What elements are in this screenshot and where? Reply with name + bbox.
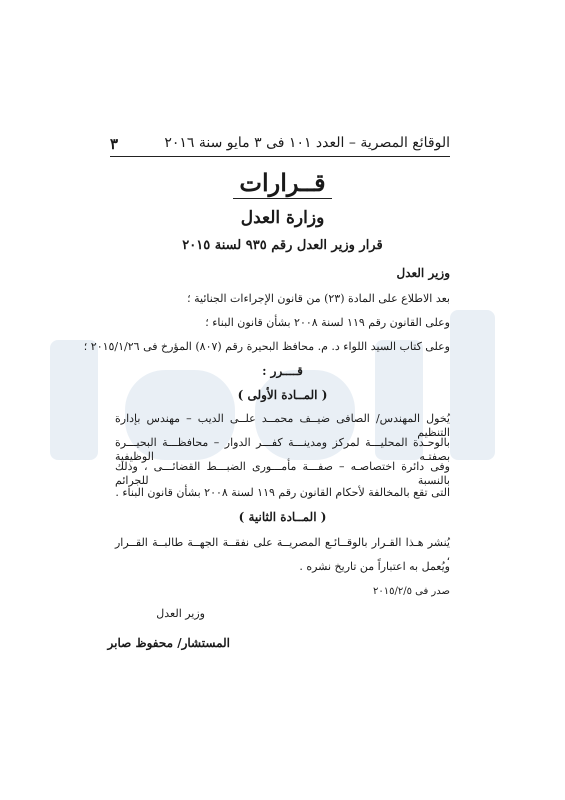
preamble-line: وعلى القانون رقم ١١٩ لسنة ٢٠٠٨ بشأن قانون البناء ؛	[205, 316, 450, 329]
article1-line: وفى دائرة اختصاصـه – صفـــة مأمـــورى الضبـــط القضائـــى ، وذلك بالنسبة للجرائم	[115, 460, 450, 487]
issued-date: صدر فى ٢٠١٥/٢/٥	[372, 586, 450, 597]
article1-line: بالوحـدة المحليـــة لمركز ومدينـــة كفـــر الدوار – محافظـــة البحيـــرة بصفتـه الوظيفية	[115, 436, 450, 463]
preamble-line: بعد الاطلاع على المادة (٢٣) من قانون الإجراءات الجنائية ؛	[187, 292, 450, 305]
article2-line: ويُعمل به اعتباراً من تاريخ نشره .	[299, 560, 450, 573]
header-text: الوقائع المصرية – العدد ١٠١ فى ٣ مايو سنة ٢٠١٦	[164, 135, 450, 151]
signer-role: وزير العدل	[156, 607, 205, 620]
decree-title: قرار وزير العدل رقم ٩٣٥ لسنة ٢٠١٥	[182, 238, 383, 253]
watermark-url	[154, 607, 427, 752]
decides-heading: قــــرر :	[262, 364, 303, 378]
page-number: ٣	[110, 135, 119, 153]
article1-line: التى تقع بالمخالفة لأحكام القانون رقم ١١٩ لسنة ٢٠٠٨ بشأن قانون البناء .	[115, 486, 450, 499]
article1-line: يُخول المهندس/ الصافى ضيــف محمــد علــى الديب – مهندس بإدارة التنظيم	[115, 412, 450, 439]
ministry-title: وزارة العدل	[240, 208, 325, 228]
article1-title: ( المــادة الأولى )	[237, 388, 328, 402]
issuer-label: وزير العدل	[396, 266, 450, 280]
section-title: قــرارات	[0, 168, 565, 197]
article2-title: ( المــادة الثانية )	[238, 510, 327, 524]
preamble-line: وعلى كتاب السيد اللواء د. م. محافظ البحيرة رقم (٨٠٧) المؤرخ فى ٢٠١٥/١/٢٦ ؛	[83, 340, 450, 353]
signer-name: المستشار/ محفوظ صابر	[107, 636, 230, 650]
header-divider	[110, 156, 450, 157]
running-header	[110, 135, 450, 155]
article2-line: يُنشر هـذا القـرار بالوقــائـع المصريــة على نفقــة الجهــة طالبــة القــرار ،	[115, 536, 450, 563]
